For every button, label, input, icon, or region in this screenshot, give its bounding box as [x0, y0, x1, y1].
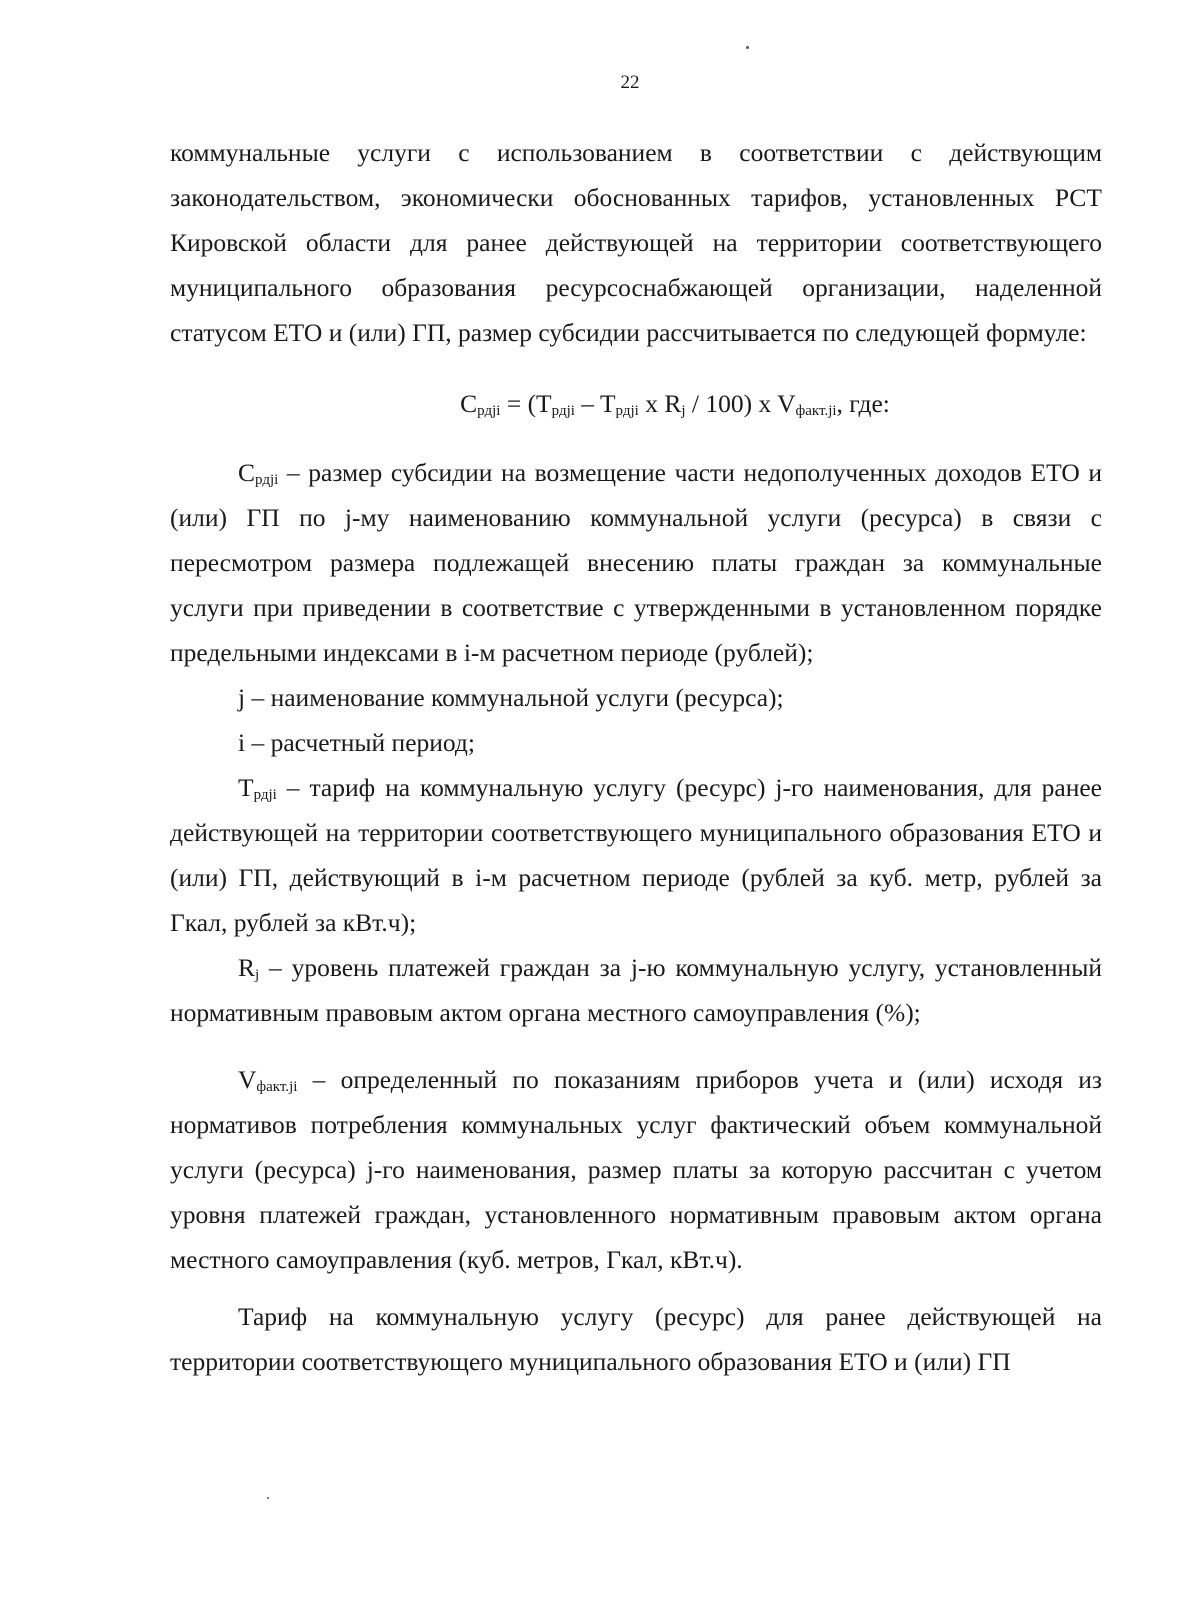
definition-v: [170, 1057, 1102, 1282]
formula-r-subscript: j: [681, 403, 686, 419]
definition-v-symbol: V: [238, 1065, 257, 1094]
definition-c-symbol: C: [238, 458, 256, 487]
definition-t-symbol: T: [238, 773, 254, 802]
page-number: 22: [620, 72, 640, 93]
formula-divide: / 100) x V: [685, 389, 796, 418]
formula-times-r: x R: [638, 389, 682, 418]
subsidy-formula: [170, 381, 1102, 426]
definition-i: i – расчетный период;: [238, 728, 475, 757]
definition-t-text: – тариф на коммунальную услугу (ресурс) j-го наименования, для ранее действующей на территории соответствующего муниципального образования ЕТО и (или) ГП, действующий в i-м расчетном периоде (рублей за куб. метр, рублей за Гкал, рублей за кВт.ч);: [170, 773, 1102, 937]
intro-paragraph: коммунальные услуги с использованием в соответствии с действующим законодательством, экономически обоснованных тарифов, установленных РСТ Кировской области для ранее действующей на территории соответствующего муниципального образования ресурсоснабжающей организации, наделенной статусом ЕТО и (или) ГП, размер субсидии рассчитывается по следующей формуле:: [170, 138, 1102, 347]
formula-c-subscript: рдji: [477, 403, 501, 419]
definition-v-text: – определенный по показаниям приборов учета и (или) исходя из нормативов потребления коммунальных услуг фактический объем коммунальной услуги (ресурса) j-го наименования, размер платы за которую рассчитан с учетом уровня платежей граждан, установленного нормативным правовым актом органа местного самоуправления (куб. метров, Гкал, кВт.ч).: [170, 1065, 1102, 1274]
formula-c: C: [460, 389, 478, 418]
definition-r: [170, 945, 1102, 1035]
formula-t1-subscript: рдji: [551, 403, 575, 419]
definition-c: [170, 450, 1102, 675]
formula-minus: – T: [574, 389, 616, 418]
definition-t-subscript: рдji: [253, 787, 277, 803]
scan-speck: [267, 1497, 269, 1499]
definition-j: j – наименование коммунальной услуги (ресурса);: [238, 683, 784, 712]
closing-paragraph: Тариф на коммунальную услугу (ресурс) для ранее действующей на территории соответствующего муниципального образования ЕТО и (или) ГП: [170, 1302, 1102, 1376]
formula-v-subscript: факт.ji: [795, 403, 837, 419]
scan-speck: [746, 46, 749, 49]
formula-t2-subscript: рдji: [615, 403, 639, 419]
formula-eq-open: = (T: [500, 389, 552, 418]
definition-r-subscript: j: [255, 967, 260, 983]
definition-c-text: – размер субсидии на возмещение части недополученных доходов ЕТО и (или) ГП по j-му наименованию коммунальной услуги (ресурса) в связи с пересмотром размера подлежащей внесению платы граждан за коммунальные услуги при приведении в соответствие с утвержденными в установленном порядке предельными индексами в i-м расчетном периоде (рублей);: [170, 458, 1102, 667]
definition-c-subscript: рдji: [255, 472, 279, 488]
formula-tail: , где:: [836, 389, 890, 418]
definition-v-subscript: факт.ji: [256, 1079, 298, 1095]
definition-r-symbol: R: [238, 953, 256, 982]
definition-r-text: – уровень платежей граждан за j-ю коммунальную услугу, установленный нормативным правовым актом органа местного самоуправления (%);: [170, 953, 1102, 1027]
definition-t: [170, 765, 1102, 945]
document-body: [170, 130, 1102, 1384]
